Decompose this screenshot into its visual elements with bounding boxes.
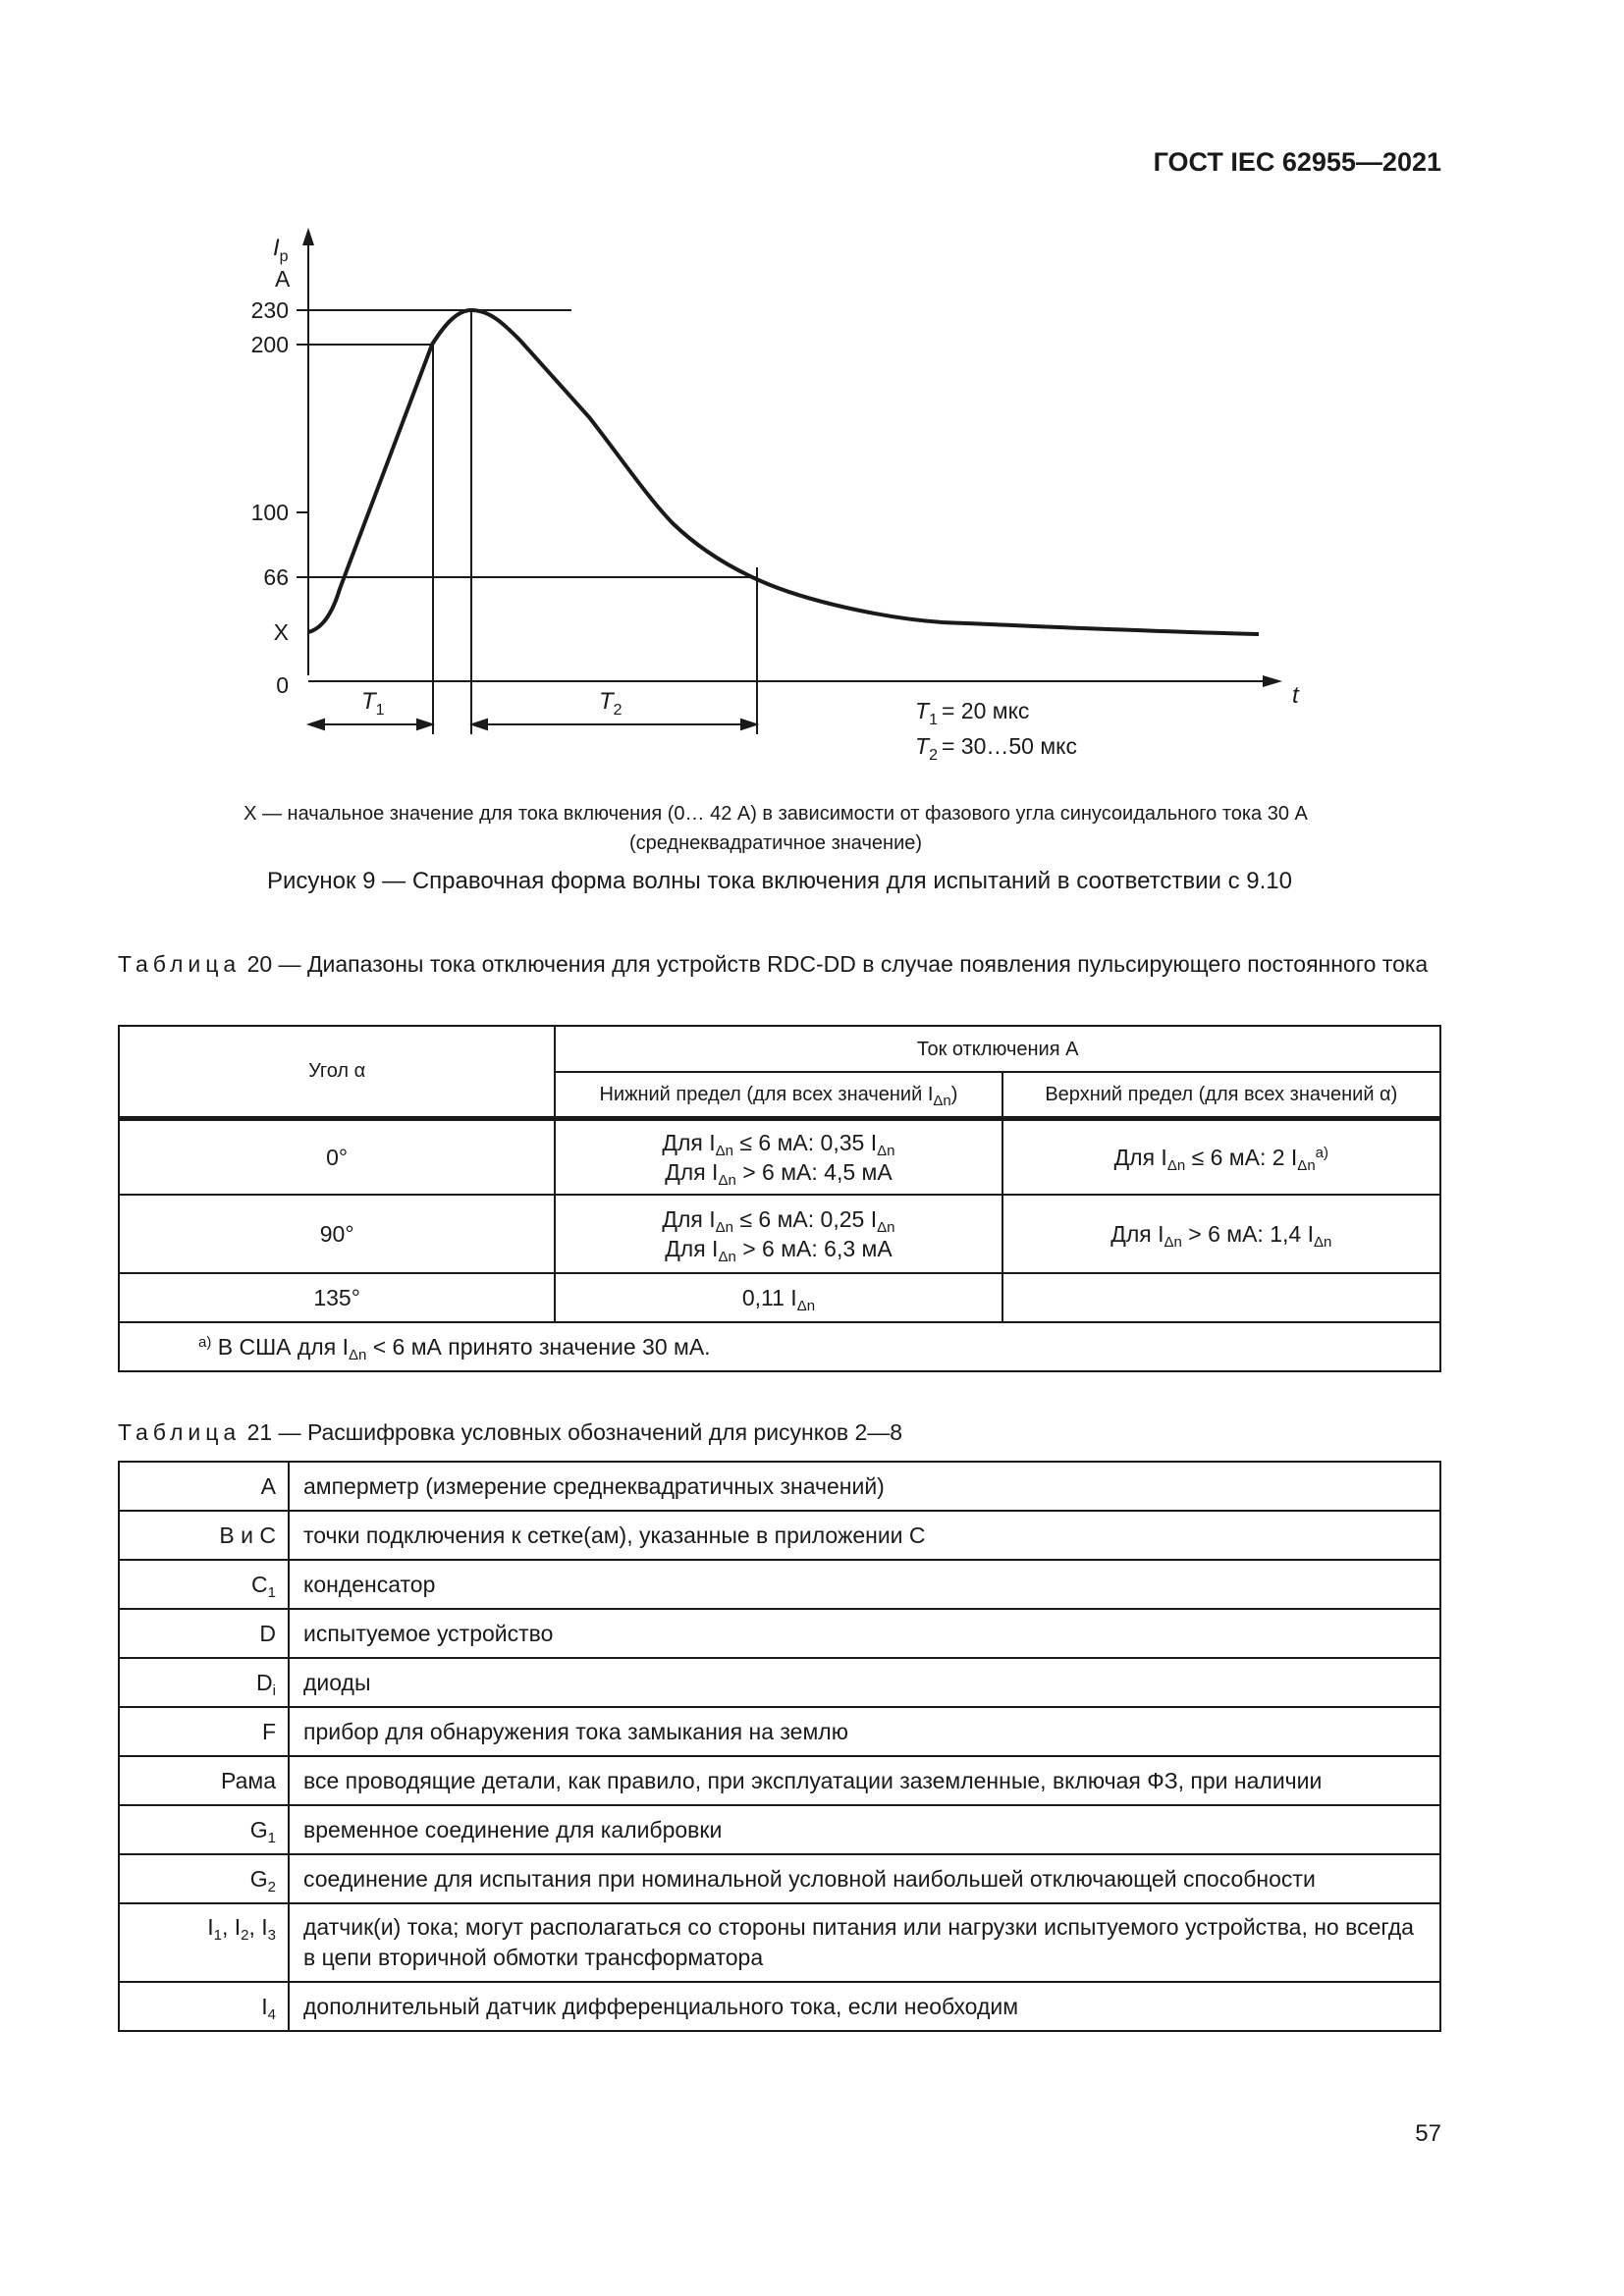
table-row xyxy=(119,1756,1440,1805)
document-header: ГОСТ IEC 62955—2021 xyxy=(1153,147,1441,177)
y-tick-label-200: 200 xyxy=(250,332,289,357)
upper-limit-cell: Для $I_{\Delta n} \le 6$ мА: 2 $I_{\Delta n}^{a)}$ xyxy=(1002,1118,1440,1195)
symbol-cell: D xyxy=(119,1609,289,1658)
symbol-cell: $C_1$ xyxy=(119,1560,289,1609)
col-header-lower-limit: Нижний предел (для всех значений $I_{\Delta n}$) xyxy=(555,1072,1001,1118)
description-cell: амперметр (измерение среднеквадратичных значений) xyxy=(289,1462,1440,1511)
col-header-trip-current: Ток отключения А xyxy=(555,1026,1440,1072)
t2-label: $T_2$ xyxy=(599,688,623,719)
description-cell: дополнительный датчик дифференциального тока, если необходим xyxy=(289,1982,1440,2031)
lower-limit-cell: Для $I_{\Delta n} \le 6$ мА: 0,35 $I_{\Delta n}$ Для $I_{\Delta n} > 6$ мА: 4,5 мА xyxy=(555,1118,1001,1195)
t1-dimension xyxy=(309,720,432,729)
table-row xyxy=(119,1658,1440,1707)
t1-annotation: $T_1 = 20$ мкс xyxy=(915,698,1030,728)
figure-caption: Рисунок 9 — Справочная форма волны тока включения для испытаний в соответствии с 9.10 xyxy=(266,868,1292,894)
description-cell: диоды xyxy=(289,1658,1440,1707)
y-tick-label-x: X xyxy=(273,619,289,645)
table20-caption xyxy=(118,949,1441,979)
table-row xyxy=(119,1805,1440,1854)
angle-cell: 90° xyxy=(119,1195,555,1273)
chart-axes xyxy=(302,228,1282,687)
description-cell: все проводящие детали, как правило, при эксплуатации заземленные, включая ФЗ, при наличии xyxy=(289,1756,1440,1805)
y-tick-label-0: 0 xyxy=(276,672,289,698)
t1-label: $T_1$ xyxy=(361,688,385,719)
legend-line-1: X — начальное значение для тока включения (0… 42 А) в зависимости от фазового угла синусоидального тока 30 А xyxy=(244,803,1308,825)
t2-arrow-right xyxy=(741,720,756,729)
symbol-cell: $I_4$ xyxy=(119,1982,289,2031)
table-row xyxy=(119,1511,1440,1560)
table-row xyxy=(119,1560,1440,1609)
table-21 xyxy=(118,1461,1441,2032)
inrush-current-curve xyxy=(308,310,1259,634)
y-tick-label-230: 230 xyxy=(250,297,289,323)
symbol-cell: $G_2$ xyxy=(119,1854,289,1903)
t1-arrow-left xyxy=(309,720,324,729)
table21-caption-text: 21 — Расшифровка условных обозначений для рисунков 2—8 xyxy=(246,1419,903,1445)
y-tick-marks xyxy=(297,310,308,577)
table-row xyxy=(119,1195,1440,1273)
inrush-current-chart xyxy=(177,216,1316,805)
y-axis-unit: A xyxy=(275,266,291,292)
t1-arrow-right xyxy=(417,720,432,729)
page-number: 57 xyxy=(1415,2120,1441,2147)
table-footnote-row xyxy=(119,1322,1440,1371)
angle-cell: 0° xyxy=(119,1118,555,1195)
t2-annotation: $T_2$ = 30…50 мкс xyxy=(915,733,1077,764)
description-cell: точки подключения к сетке(ам), указанные в приложении C xyxy=(289,1511,1440,1560)
upper-limit-cell xyxy=(1002,1273,1440,1322)
symbol-cell: $G_1$ xyxy=(119,1805,289,1854)
y-axis-arrow xyxy=(302,228,314,245)
y-tick-label-100: 100 xyxy=(250,500,289,525)
table-row xyxy=(119,1273,1440,1322)
symbol-cell: Рама xyxy=(119,1756,289,1805)
angle-cell: 135° xyxy=(119,1273,555,1322)
table-row xyxy=(119,1903,1440,1982)
y-axis-label: $I_p$ xyxy=(273,235,289,265)
t2-dimension xyxy=(472,720,756,729)
x-axis-label: t xyxy=(1292,682,1299,709)
table-row xyxy=(119,1854,1440,1903)
x-axis-arrow xyxy=(1263,675,1282,687)
symbol-cell: $I_1$, $I_2$, $I_3$ xyxy=(119,1903,289,1982)
description-cell: конденсатор xyxy=(289,1560,1440,1609)
t2-arrow-left xyxy=(472,720,487,729)
table20-caption-label: Таблица xyxy=(118,951,242,977)
symbol-cell: A xyxy=(119,1462,289,1511)
table-row xyxy=(119,1462,1440,1511)
y-tick-label-66: 66 xyxy=(263,564,289,590)
col-header-angle: Угол α xyxy=(119,1026,555,1118)
table-footnote: $^{a)}$ В США для $I_{\Delta n} < 6$ мА принято значение 30 мА. xyxy=(119,1322,1440,1371)
table-row xyxy=(119,1118,1440,1195)
lower-limit-cell: Для $I_{\Delta n} \le 6$ мА: 0,25 $I_{\Delta n}$ Для $I_{\Delta n} > 6$ мА: 6,3 мА xyxy=(555,1195,1001,1273)
table20-caption-text: 20 — Диапазоны тока отключения для устройств RDC-DD в случае появления пульсирующего постоянного тока xyxy=(246,951,1429,977)
legend-line-2: (среднеквадратичное значение) xyxy=(628,832,923,854)
table-row xyxy=(119,1982,1440,2031)
description-cell: датчик(и) тока; могут располагаться со стороны питания или нагрузки испытуемого устройства, но всегда в цепи вторичной обмотки трансформатора xyxy=(289,1903,1440,1982)
description-cell: испытуемое устройство xyxy=(289,1609,1440,1658)
description-cell: прибор для обнаружения тока замыкания на землю xyxy=(289,1707,1440,1756)
table-row xyxy=(119,1707,1440,1756)
table-20 xyxy=(118,1025,1441,1372)
reference-lines xyxy=(308,310,758,734)
col-header-upper-limit: Верхний предел (для всех значений α) xyxy=(1002,1072,1440,1118)
lower-limit-cell: 0,11 $I_{\Delta n}$ xyxy=(555,1273,1001,1322)
table-row xyxy=(119,1609,1440,1658)
upper-limit-cell: Для $I_{\Delta n} > 6$ мА: 1,4 $I_{\Delta n}$ xyxy=(1002,1195,1440,1273)
table21-caption xyxy=(118,1417,1441,1447)
table21-caption-label: Таблица xyxy=(118,1419,242,1445)
symbol-cell: B и C xyxy=(119,1511,289,1560)
description-cell: соединение для испытания при номинальной условной наибольшей отключающей способности xyxy=(289,1854,1440,1903)
description-cell: временное соединение для калибровки xyxy=(289,1805,1440,1854)
figure-legend xyxy=(167,799,1384,858)
symbol-cell: $D_i$ xyxy=(119,1658,289,1707)
symbol-cell: F xyxy=(119,1707,289,1756)
